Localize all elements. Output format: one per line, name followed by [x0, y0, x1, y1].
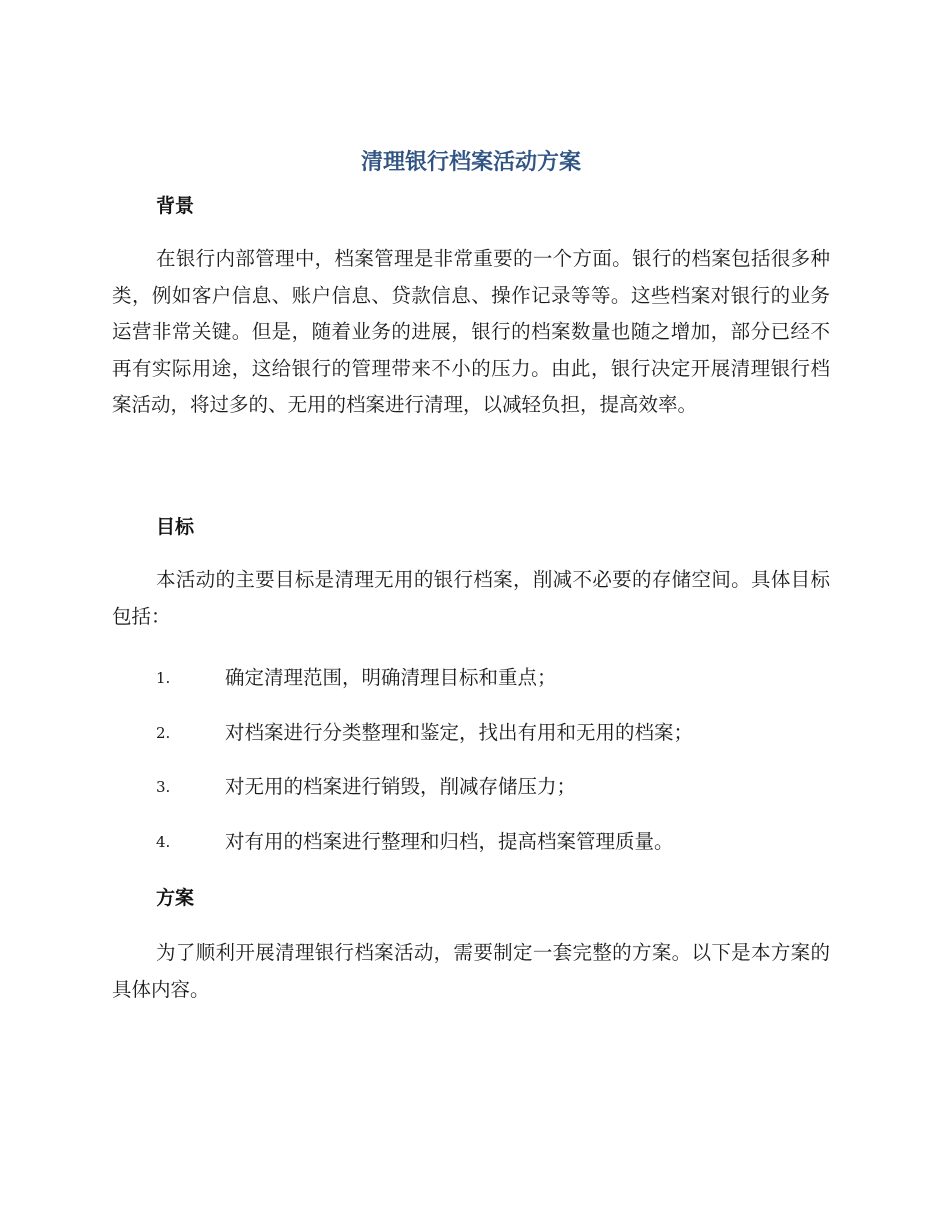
list-item-number: 2. — [156, 723, 171, 742]
paragraph-goals: 本活动的主要目标是清理无用的银行档案，削减不必要的存储空间。具体目标包括： — [112, 568, 830, 628]
document-title: 清理银行档案活动方案 — [360, 150, 581, 175]
list-item — [112, 660, 830, 715]
heading-plan: 方案 — [156, 887, 195, 909]
paragraph-background: 在银行内部管理中，档案管理是非常重要的一个方面。银行的档案包括很多种类，例如客户信息、账户信息、贷款信息、操作记录等等。这些档案对银行的业务运营非常关键。但是，随着业务的进展，银行的档案数量也随之增加，部分已经不再有实际用途，这给银行的管理带来不小的压力。由此，银行决定开展清理银行档案活动，将过多的、无用的档案进行清理，以减轻负担，提高效率。 — [112, 247, 830, 417]
list-item-number: 1. — [156, 669, 171, 687]
list-item-number: 3. — [156, 778, 171, 797]
goals-list — [112, 660, 830, 878]
list-item — [112, 769, 830, 824]
list-item — [112, 715, 830, 770]
list-item-text: 对档案进行分类整理和鉴定，找出有用和无用的档案； — [225, 720, 694, 744]
list-item-text: 对无用的档案进行销毁，削减存储压力； — [225, 775, 577, 799]
paragraph-plan: 为了顺利开展清理银行档案活动，需要制定一套完整的方案。以下是本方案的具体内容。 — [112, 941, 830, 1001]
heading-goals: 目标 — [156, 516, 195, 538]
list-item — [112, 824, 830, 879]
list-item-text: 确定清理范围，明确清理目标和重点； — [225, 666, 557, 689]
heading-background: 背景 — [156, 195, 195, 217]
list-item-text: 对有用的档案进行整理和归档，提高档案管理质量。 — [225, 829, 674, 853]
list-item-number: 4. — [156, 832, 171, 851]
